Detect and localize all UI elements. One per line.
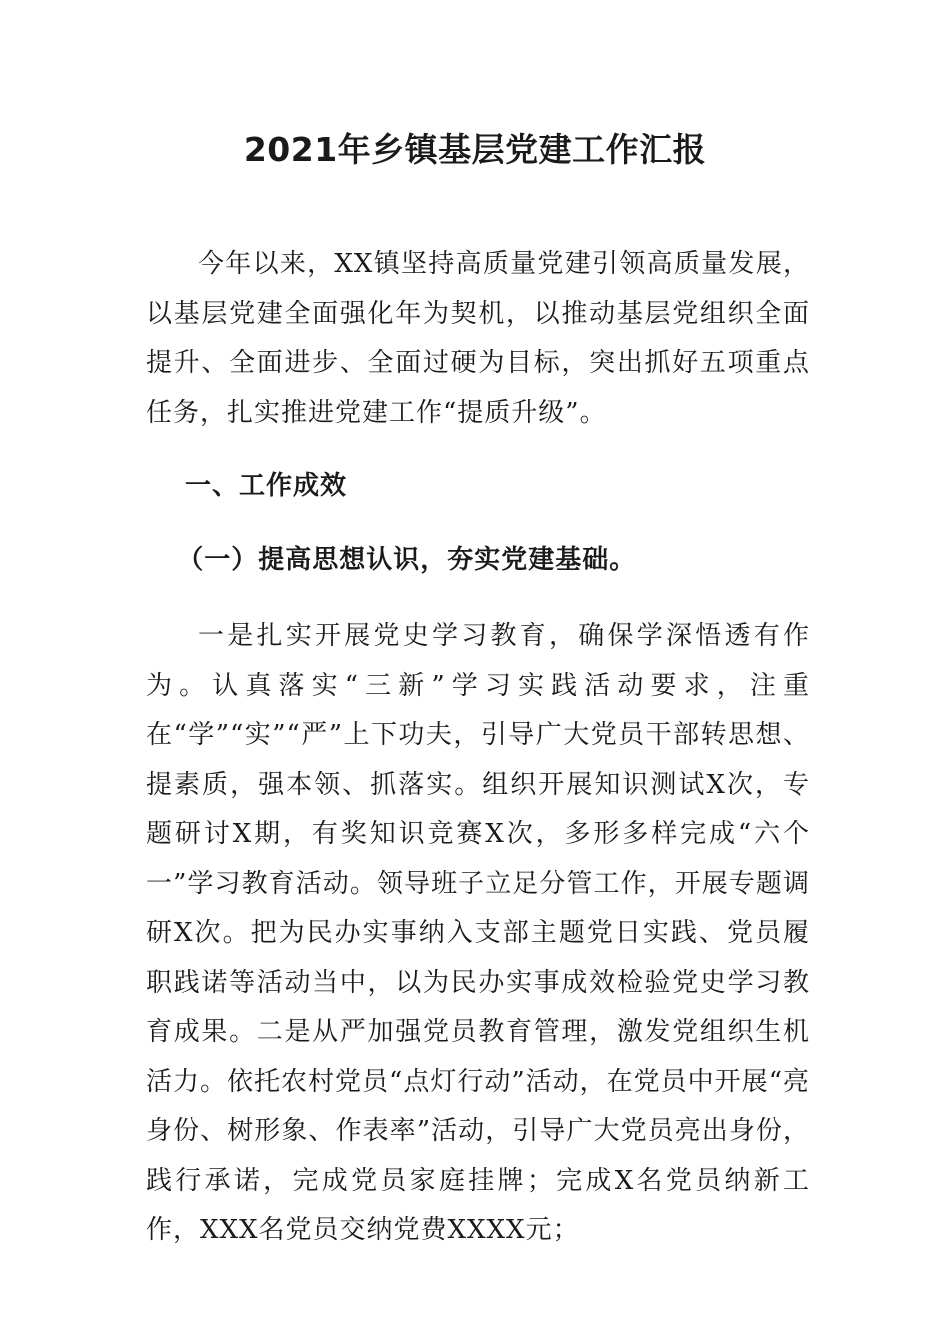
intro-paragraph: 今年以来，XX镇坚持高质量党建引领高质量发展，以基层党建全面强化年为契机，以推动基层党组织全面提升、全面进步、全面过硬为目标，突出抓好五项重点任务，扎实推进党建工作“提质升级”。: [146, 249, 810, 428]
document-title: 2021年乡镇基层党建工作汇报: [243, 130, 707, 169]
section-heading-work-results: 一、工作成效: [185, 471, 348, 501]
subsection-heading-ideology: （一）提高思想认识，夯实党建基础。: [177, 545, 637, 575]
subsection-body-paragraph: 一是扎实开展党史学习教育，确保学深悟透有作为。认真落实“三新”学习实践活动要求，注重在“学”“实”“严”上下功夫，引导广大党员干部转思想、提素质，强本领、抓落实。组织开展知识测试X次，专题研讨X期，有奖知识竞赛X次，多形多样完成“六个一”学习教育活动。领导班子立足分管工作，开展专题调研X次。把为民办实事纳入支部主题党日实践、党员履职践诺等活动当中，以为民办实事成效检验党史学习教育成果。二是从严加强党员教育管理，激发党组织生机活力。依托农村党员“点灯行动”活动，在党员中开展“亮身份、树形象、作表率”活动，引导广大党员亮出身份，践行承诺，完成党员家庭挂牌；完成X名党员纳新工作，XXX名党员交纳党费XXXX元；: [146, 621, 810, 1245]
